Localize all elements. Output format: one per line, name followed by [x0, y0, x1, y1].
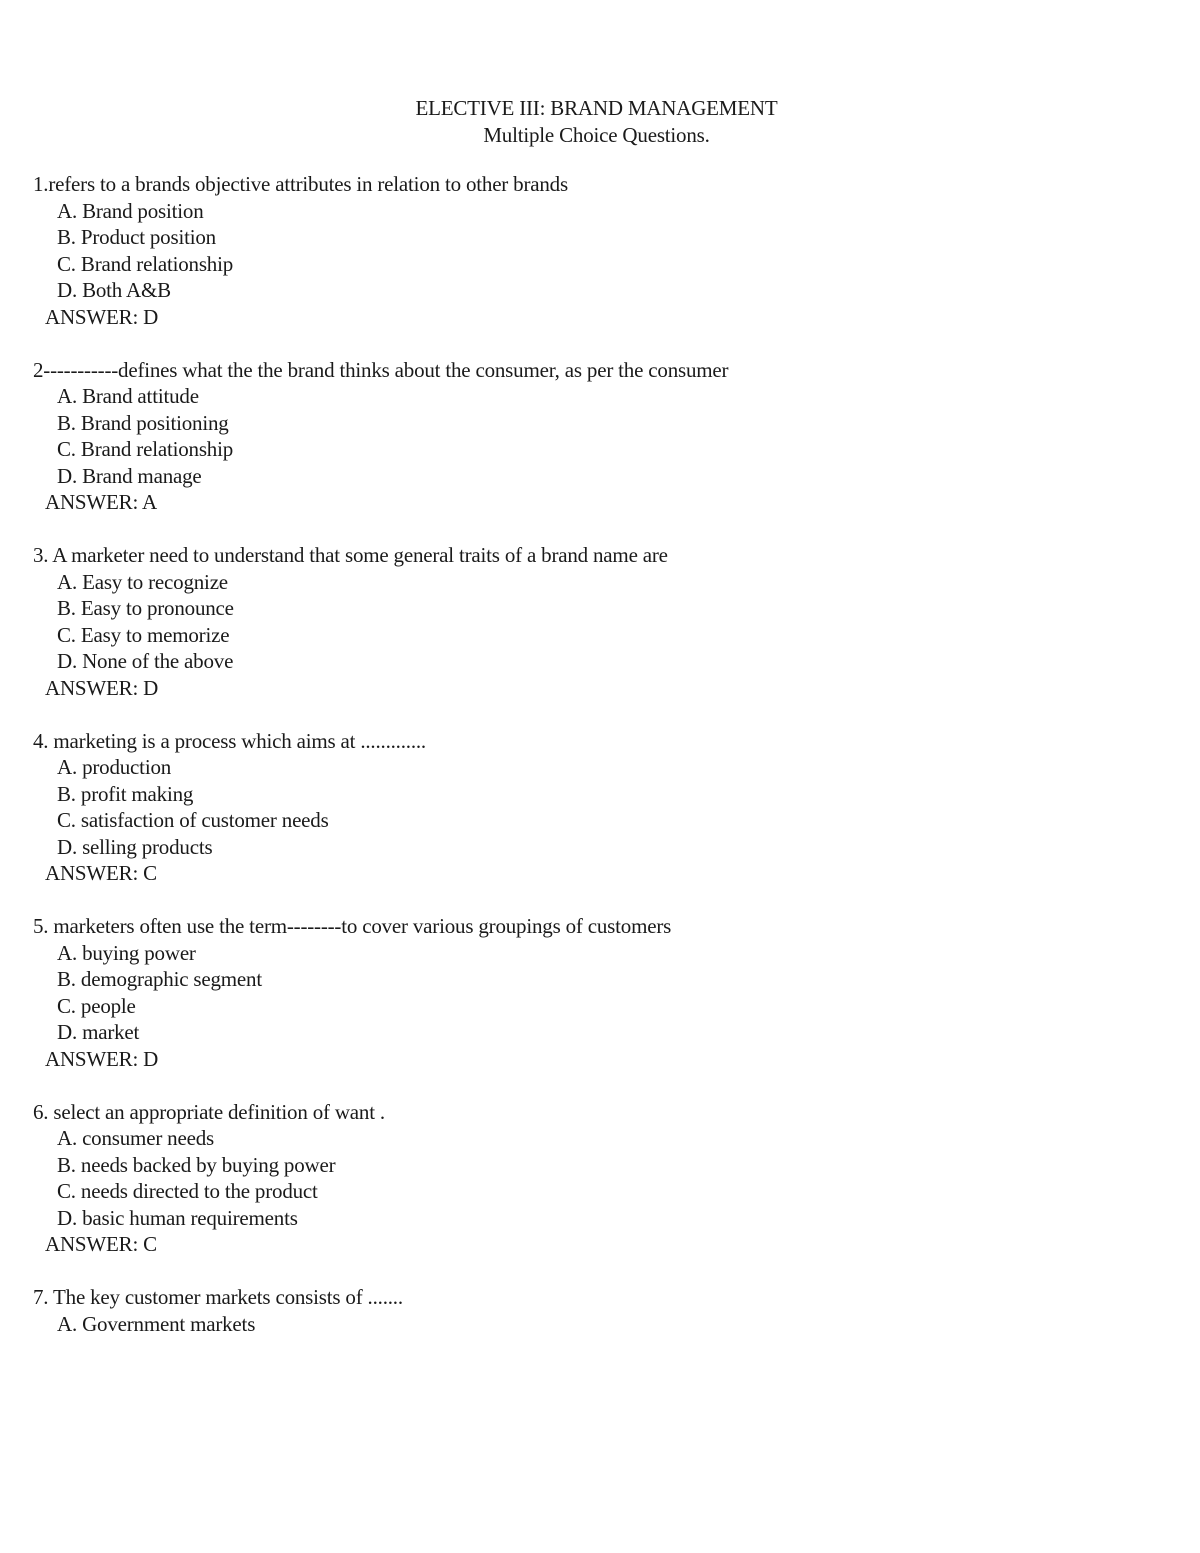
answer-option: B. Brand positioning [57, 410, 229, 435]
answer-option: A. consumer needs [57, 1126, 214, 1150]
answer-option: B. Product position [57, 225, 216, 249]
answer-option: A. Brand position [57, 198, 204, 223]
answer-key: ANSWER: A [45, 490, 157, 514]
answer-option: C. Brand relationship [57, 251, 234, 276]
question-text: 5. marketers often use the term--------to cover various groupings of customers [33, 914, 672, 938]
answer-key: ANSWER: D [45, 675, 159, 700]
question-text: 3. A marketer need to understand that some general traits of a brand name are [33, 543, 668, 567]
answer-option: D. Brand manage [57, 463, 202, 488]
document-title: ELECTIVE III: BRAND MANAGEMENT [415, 96, 778, 120]
option-list [33, 383, 1173, 489]
option-list [33, 1125, 1173, 1231]
answer-option: C. needs directed to the product [57, 1179, 318, 1203]
answer-option: D. market [57, 1020, 140, 1044]
question-item [33, 171, 1173, 330]
answer-key: ANSWER: C [45, 1232, 157, 1256]
answer-option: D. Both A&B [57, 278, 171, 302]
question-item [33, 542, 1173, 701]
question-item [33, 357, 1173, 516]
question-text: 2-----------defines what the the brand thinks about the consumer, as per the consumer [33, 357, 729, 382]
answer-option: C. Easy to memorize [57, 622, 230, 647]
answer-option: B. needs backed by buying power [57, 1152, 336, 1177]
option-list [33, 569, 1173, 675]
option-list [33, 198, 1173, 304]
answer-option: A. Easy to recognize [57, 569, 228, 594]
answer-key: ANSWER: D [45, 1046, 159, 1071]
question-text: 7. The key customer markets consists of ....... [33, 1285, 403, 1309]
question-item [33, 1099, 1173, 1258]
answer-option: B. demographic segment [57, 967, 262, 991]
answer-option: B. Easy to pronounce [57, 596, 234, 620]
answer-option: C. satisfaction of customer needs [57, 808, 329, 832]
question-item [33, 1284, 1173, 1337]
question-item [33, 913, 1173, 1072]
answer-option: D. selling products [57, 834, 213, 859]
question-list [33, 171, 1173, 1364]
question-text: 6. select an appropriate definition of want . [33, 1099, 385, 1124]
answer-option: A. buying power [57, 940, 196, 965]
answer-option: D. None of the above [57, 649, 234, 673]
answer-option: A. Brand attitude [57, 384, 199, 408]
answer-option: B. profit making [57, 781, 194, 806]
document-header [0, 95, 1193, 149]
answer-key: ANSWER: D [45, 304, 159, 329]
document-subtitle: Multiple Choice Questions. [483, 123, 710, 147]
answer-option: D. basic human requirements [57, 1205, 298, 1230]
answer-option: C. people [57, 993, 136, 1018]
question-item [33, 728, 1173, 887]
question-text: 1.refers to a brands objective attributes in relation to other brands [33, 172, 568, 196]
option-list [33, 940, 1173, 1046]
answer-option: A. Government markets [57, 1311, 256, 1336]
answer-option: C. Brand relationship [57, 437, 234, 461]
answer-option: A. production [57, 755, 172, 779]
question-text: 4. marketing is a process which aims at ............. [33, 728, 426, 753]
answer-key: ANSWER: C [45, 861, 157, 885]
option-list [33, 1311, 1173, 1338]
option-list [33, 754, 1173, 860]
